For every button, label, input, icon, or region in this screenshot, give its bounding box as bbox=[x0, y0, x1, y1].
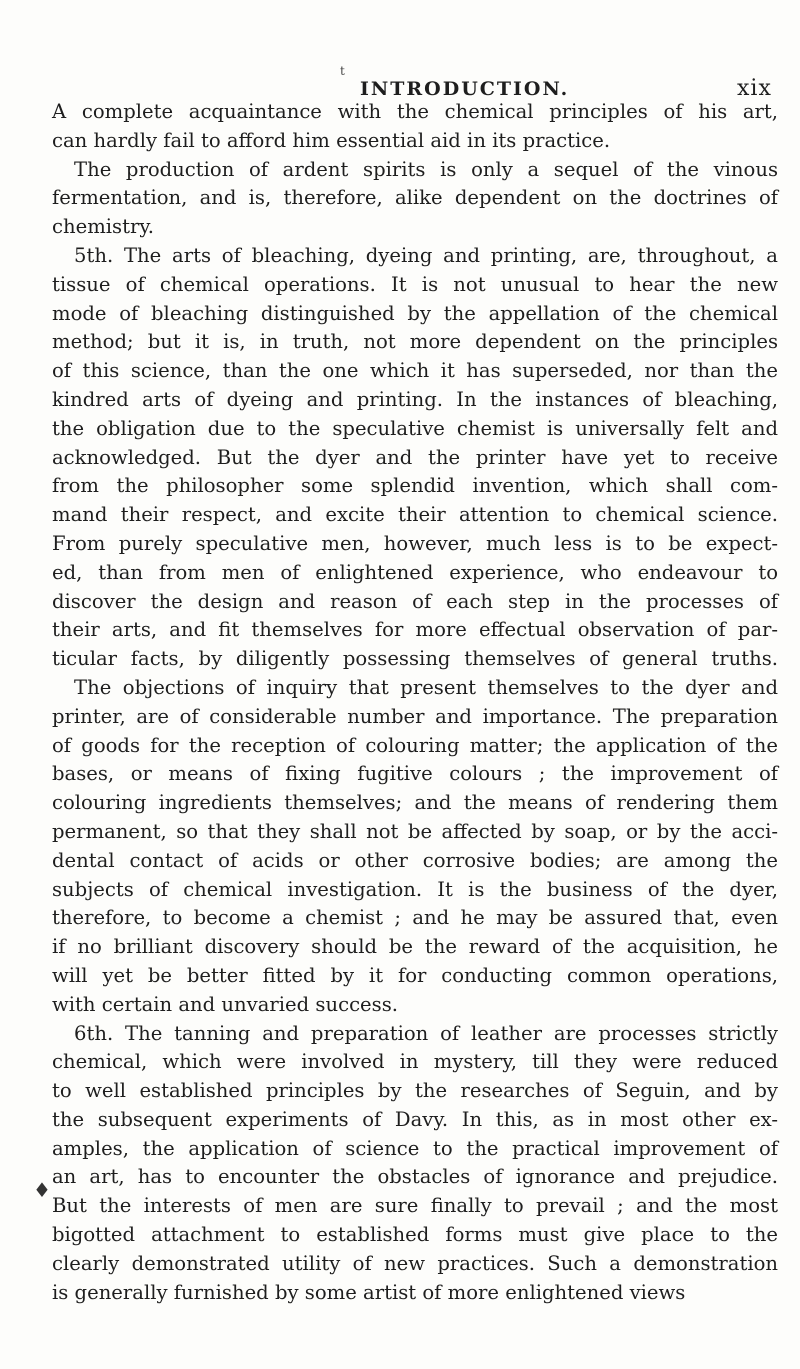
text-line: the obligation due to the speculative chemist is universally felt and bbox=[52, 416, 778, 440]
text-line: The objections of inquiry that present themselves to the dyer and bbox=[74, 675, 778, 699]
text-line: 5th. The arts of bleaching, dyeing and printing, are, throughout, a bbox=[74, 243, 778, 267]
text-line: to well established principles by the researches of Seguin, and by bbox=[52, 1079, 778, 1103]
body-text bbox=[52, 98, 778, 1307]
text-line: the subsequent experiments of Davy. In this, as in most other ex- bbox=[52, 1107, 778, 1131]
text-line: an art, has to encounter the obstacles of ignorance and prejudice. bbox=[52, 1165, 778, 1189]
text-line: will yet be better fitted by it for conducting common operations, bbox=[52, 963, 778, 987]
text-line: of this science, than the one which it has superseded, nor than the bbox=[52, 359, 778, 383]
text-line: fermentation, and is, therefore, alike dependent on the doctrines of bbox=[52, 186, 778, 210]
text-line: The production of ardent spirits is only a sequel of the vinous bbox=[74, 157, 778, 181]
text-line: therefore, to become a chemist ; and he may be assured that, even bbox=[52, 906, 778, 930]
text-line: subjects of chemical investigation. It is the business of the dyer, bbox=[52, 877, 778, 901]
text-line: bigotted attachment to established forms must give place to the bbox=[52, 1223, 778, 1247]
text-line: permanent, so that they shall not be affected by soap, or by the acci- bbox=[52, 819, 778, 843]
text-line: But the interests of men are sure finally to prevail ; and the most bbox=[52, 1194, 778, 1218]
text-line: clearly demonstrated utility of new practices. Such a demonstration bbox=[52, 1251, 778, 1275]
text-line: A complete acquaintance with the chemical principles of his art, bbox=[52, 100, 778, 123]
text-line: discover the design and reason of each step in the processes of bbox=[52, 589, 778, 613]
text-line: acknowledged. But the dyer and the printer have yet to receive bbox=[52, 445, 778, 469]
text-line: their arts, and fit themselves for more effectual observation of par- bbox=[52, 618, 778, 642]
text-line: ticular facts, by diligently possessing themselves of general truths. bbox=[52, 647, 778, 671]
text-line: of goods for the reception of colouring matter; the application of the bbox=[52, 733, 778, 757]
text-line: is generally furnished by some artist of more enlightened views bbox=[52, 1280, 686, 1304]
text-line: if no brilliant discovery should be the reward of the acquisition, he bbox=[52, 935, 778, 959]
text-line: colouring ingredients themselves; and the means of rendering them bbox=[52, 791, 778, 815]
text-line: tissue of chemical operations. It is not unusual to hear the new bbox=[52, 272, 778, 296]
text-line: from the philosopher some splendid invention, which shall com- bbox=[52, 474, 778, 498]
text-line: can hardly fail to afford him essential aid in its practice. bbox=[52, 128, 611, 152]
text-line: mode of bleaching distinguished by the appellation of the chemical bbox=[52, 301, 778, 325]
text-line: From purely speculative men, however, much less is to be expect- bbox=[52, 531, 778, 555]
text-line: 6th. The tanning and preparation of leather are processes strictly bbox=[74, 1021, 778, 1045]
text-line: bases, or means of fixing fugitive colours ; the improvement of bbox=[52, 762, 778, 786]
text-line: chemistry. bbox=[52, 215, 155, 239]
text-line: with certain and unvaried success. bbox=[52, 992, 398, 1016]
text-line: printer, are of considerable number and importance. The preparation bbox=[52, 704, 778, 728]
margin-mark: ♦ bbox=[33, 1178, 51, 1202]
running-title: INTRODUCTION. bbox=[360, 78, 570, 100]
top-margin-mark: t bbox=[340, 64, 345, 78]
text-line: method; but it is, in truth, not more dependent on the principles bbox=[52, 330, 778, 354]
text-line: ed, than from men of enlightened experience, who endeavour to bbox=[52, 560, 778, 584]
text-line: chemical, which were involved in mystery, till they were reduced bbox=[52, 1050, 778, 1074]
text-line: mand their respect, and excite their attention to chemical science. bbox=[52, 503, 778, 527]
text-line: kindred arts of dyeing and printing. In the instances of bleaching, bbox=[52, 387, 778, 411]
page-number: xix bbox=[737, 76, 772, 101]
text-line: amples, the application of science to the practical improvement of bbox=[52, 1136, 778, 1160]
text-line: dental contact of acids or other corrosive bodies; are among the bbox=[52, 848, 778, 872]
